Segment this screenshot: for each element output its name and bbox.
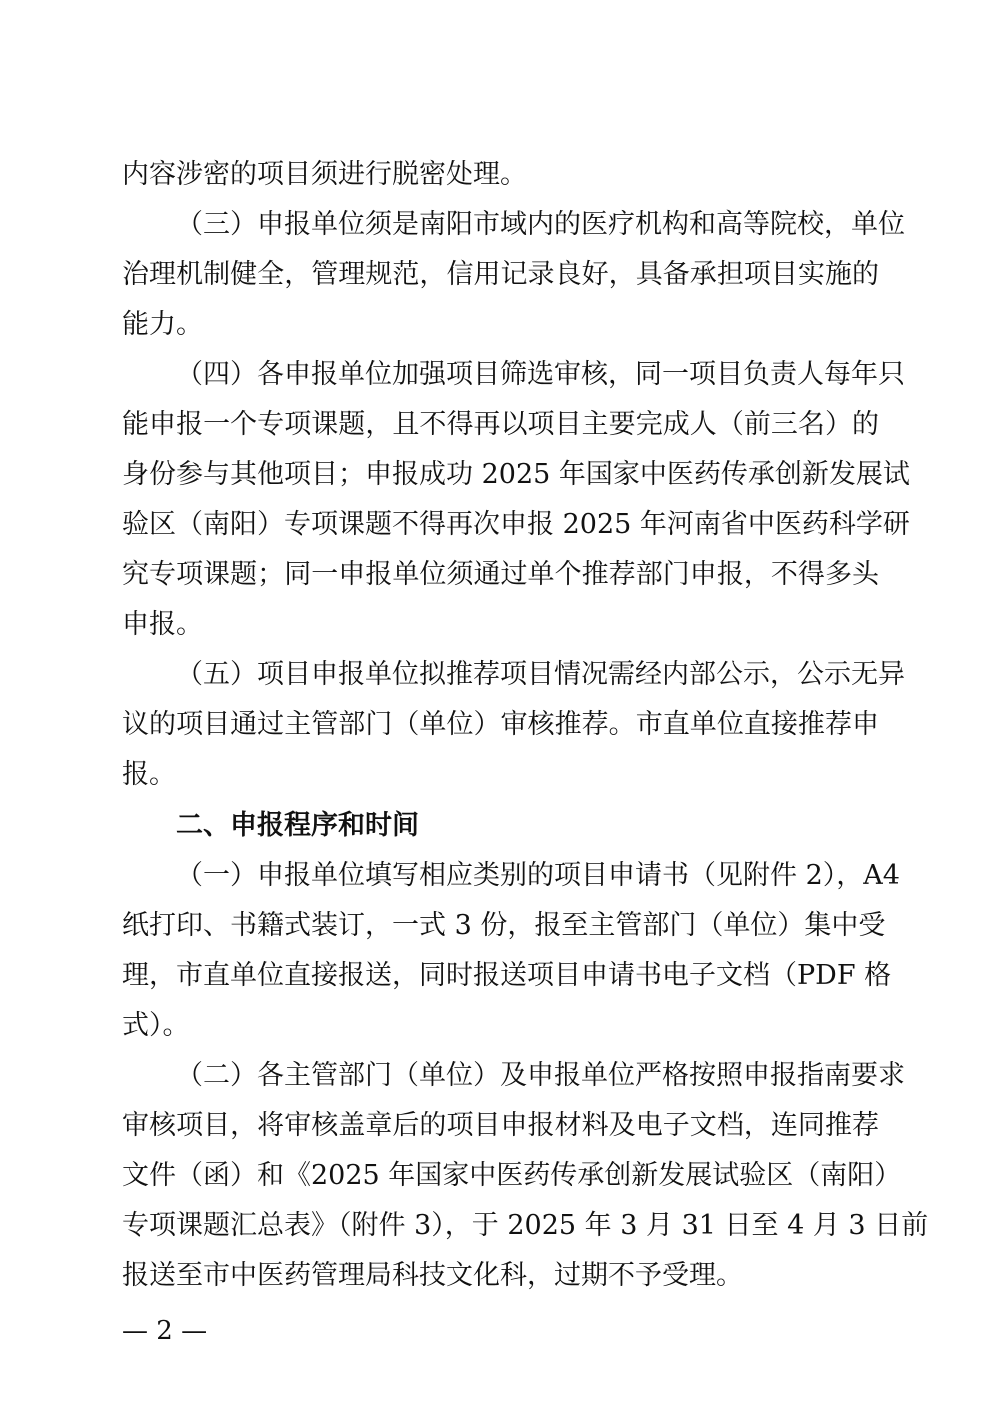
paragraph-line: 理，市直单位直接报送，同时报送项目申请书电子文档（PDF 格 — [122, 960, 892, 991]
paragraph-line: 验区（南阳）专项课题不得再次申报 2025 年河南省中医药科学研 — [122, 509, 910, 540]
paragraph-line: 文件（函）和《2025 年国家中医药传承创新发展试验区（南阳） — [122, 1160, 902, 1191]
paragraph-line: 内容涉密的项目须进行脱密处理。 — [122, 159, 527, 190]
paragraph-line: 报送至市中医药管理局科技文化科，过期不予受理。 — [122, 1260, 743, 1291]
paragraph-line: 专项课题汇总表》（附件 3），于 2025 年 3 月 31 日至 4 月 3 日前 — [122, 1210, 929, 1241]
paragraph-line: 身份参与其他项目；申报成功 2025 年国家中医药传承创新发展试 — [122, 459, 910, 490]
paragraph-line: 纸打印、书籍式装订，一式 3 份，报至主管部门（单位）集中受 — [122, 910, 886, 941]
paragraph-line: （二）各主管部门（单位）及申报单位严格按照申报指南要求 — [176, 1060, 905, 1091]
paragraph-line: 申报。 — [122, 609, 203, 640]
paragraph-line: 议的项目通过主管部门（单位）审核推荐。市直单位直接推荐申 — [122, 709, 879, 740]
paragraph-line: 治理机制健全，管理规范，信用记录良好，具备承担项目实施的 — [122, 259, 879, 290]
paragraph-line: 式）。 — [122, 1010, 190, 1041]
paragraph-line: （五）项目申报单位拟推荐项目情况需经内部公示，公示无异 — [176, 659, 905, 690]
paragraph-line: 能申报一个专项课题，且不得再以项目主要完成人（前三名）的 — [122, 409, 879, 440]
paragraph-line: 报。 — [122, 759, 176, 790]
paragraph-line: 究专项课题；同一申报单位须通过单个推荐部门申报，不得多头 — [122, 559, 879, 590]
section-heading: 二、申报程序和时间 — [176, 810, 419, 841]
paragraph-line: （三）申报单位须是南阳市域内的医疗机构和高等院校，单位 — [176, 209, 905, 240]
paragraph-line: （一）申报单位填写相应类别的项目申请书（见附件 2），A4 — [176, 860, 900, 891]
paragraph-line: 能力。 — [122, 309, 203, 340]
page-number: — 2 — — [122, 1316, 208, 1346]
paragraph-line: （四）各申报单位加强项目筛选审核，同一项目负责人每年只 — [176, 359, 905, 390]
paragraph-line: 审核项目，将审核盖章后的项目申报材料及电子文档，连同推荐 — [122, 1110, 879, 1141]
